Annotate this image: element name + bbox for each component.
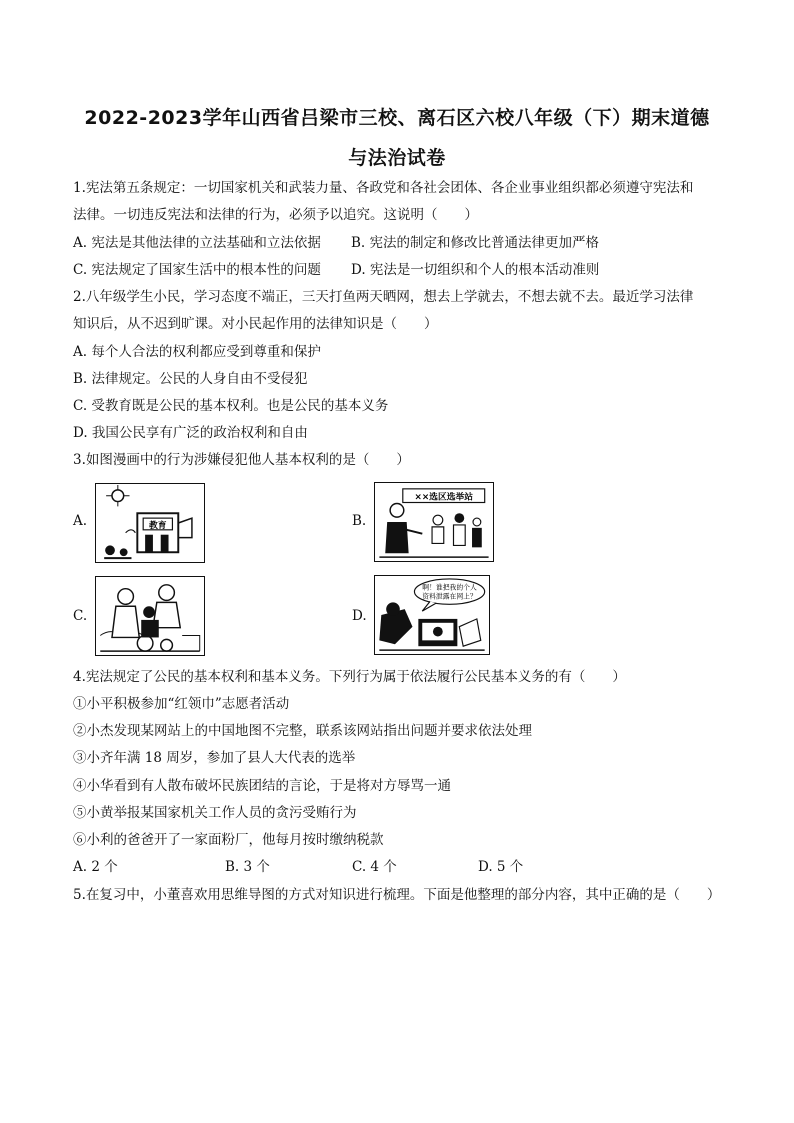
- q4-stem: 4.宪法规定了公民的基本权利和基本义务。下列行为属于依法履行公民基本义务的有（ ）: [73, 669, 626, 685]
- q3-label-c: C.: [73, 608, 88, 624]
- q3-cartoon-d-bubble-line2: 资料泄露在网上？: [422, 592, 477, 601]
- q1-stem-line1: 1.宪法第五条规定：一切国家机关和武装力量、各政党和各社会团体、各企业事业组织都必须遵守宪法和: [73, 180, 694, 196]
- q2-option-d: D. 我国公民享有广泛的政治权利和自由: [73, 425, 308, 441]
- q4-option-d: D. 5 个: [478, 859, 524, 875]
- q3-label-d: D.: [352, 608, 367, 624]
- q4-option-c: C. 4 个: [352, 859, 397, 875]
- q4-item-6: ⑥小利的爸爸开了一家面粉厂，他每月按时缴纳税款: [73, 832, 384, 848]
- q4-item-4: ④小华看到有人散布破坏民族团结的言论，于是将对方辱骂一通: [73, 778, 451, 794]
- q2-option-b: B. 法律规定。公民的人身自由不受侵犯: [73, 371, 308, 387]
- q3-cartoon-b-sign: ××选区选举站: [414, 492, 474, 503]
- q1-option-c: C. 宪法规定了国家生活中的根本性的问题: [73, 262, 321, 278]
- q2-stem-line1: 2.八年级学生小民，学习态度不端正，三天打鱼两天晒网，想去上学就去，不想去就不去。最近学习法律: [73, 289, 694, 305]
- q3-cartoon-a: [95, 483, 205, 563]
- q1-option-d: D. 宪法是一切组织和个人的根本活动准则: [351, 262, 600, 278]
- q5-stem: 5.在复习中，小董喜欢用思维导图的方式对知识进行梳理。下面是他整理的部分内容，其中正确的是（ ）: [73, 887, 721, 903]
- q3-cartoon-b: [374, 482, 494, 562]
- q3-cartoon-d-bubble-line1: 啊！谁把我的个人: [422, 583, 477, 592]
- q3-label-b: B.: [352, 513, 367, 529]
- q4-item-5: ⑤小黄举报某国家机关工作人员的贪污受贿行为: [73, 805, 357, 821]
- q2-option-c: C. 受教育既是公民的基本权利。也是公民的基本义务: [73, 398, 389, 414]
- q4-item-3: ③小齐年满 18 周岁，参加了县人大代表的选举: [73, 750, 356, 766]
- q2-option-a: A. 每个人合法的权利都应受到尊重和保护: [73, 344, 321, 360]
- q1-option-b: B. 宪法的制定和修改比普通法律更加严格: [351, 235, 600, 251]
- document-title-line1: 2022-2023学年山西省吕梁市三校、离石区六校八年级（下）期末道德: [84, 107, 710, 129]
- q4-option-b: B. 3 个: [225, 859, 270, 875]
- q3-stem: 3.如图漫画中的行为涉嫌侵犯他人基本权利的是（ ）: [73, 452, 410, 468]
- q3-cartoon-a-sign: 教育: [149, 520, 167, 531]
- q1-stem-line2: 法律。一切违反宪法和法律的行为，必须予以追究。这说明（ ）: [73, 207, 478, 223]
- q2-stem-line2: 知识后，从不迟到旷课。对小民起作用的法律知识是（ ）: [73, 316, 438, 332]
- q1-option-a: A. 宪法是其他法律的立法基础和立法依据: [73, 235, 321, 251]
- q3-label-a: A.: [73, 513, 88, 529]
- q3-cartoon-d: [374, 575, 490, 655]
- document-title-line2: 与法治试卷: [348, 147, 446, 169]
- q4-option-a: A. 2 个: [73, 859, 118, 875]
- q4-item-2: ②小杰发现某网站上的中国地图不完整，联系该网站指出问题并要求依法处理: [73, 723, 532, 739]
- q4-item-1: ①小平积极参加“红领巾”志愿者活动: [73, 696, 290, 712]
- q3-cartoon-c: [95, 576, 205, 656]
